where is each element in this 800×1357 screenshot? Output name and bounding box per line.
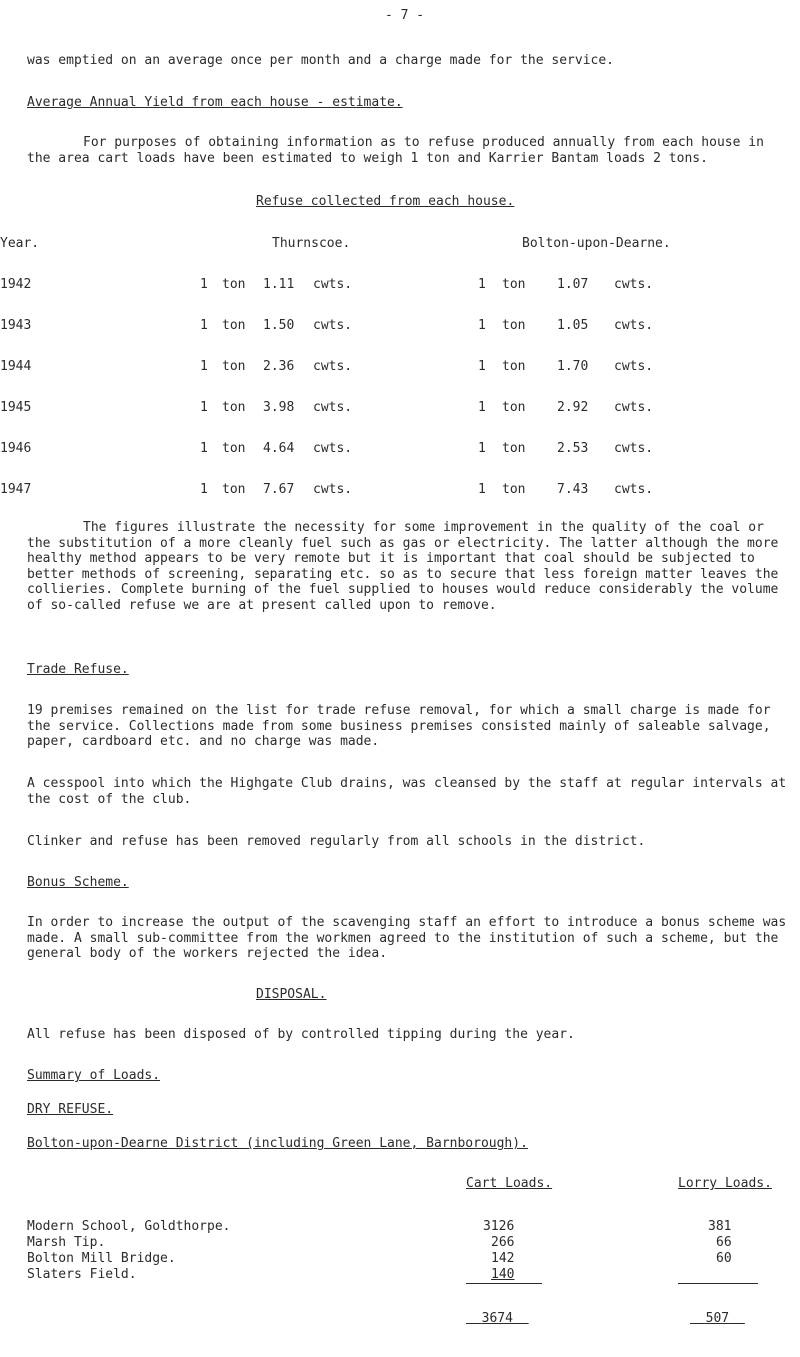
thurnscoe-cwt-cell: 7.67 bbox=[263, 482, 295, 497]
bonus-scheme-paragraph: In order to increase the output of the scavenging staff an effort to introduce a bonus scheme was made. A small sub-committee from the workmen agreed to the institution of such a scheme, but the general body of the workers rejected the idea. bbox=[27, 915, 787, 961]
table-row bbox=[0, 400, 800, 416]
cart-subtotal-rule bbox=[466, 1283, 542, 1284]
thurnscoe-ton-unit: ton bbox=[222, 277, 246, 292]
table-row bbox=[0, 359, 800, 375]
bolton-cwt-cell: 7.43 bbox=[557, 482, 589, 497]
col-header-bolton: Bolton-upon-Dearne. bbox=[522, 236, 671, 251]
avg-yield-heading: Average Annual Yield from each house - estimate. bbox=[27, 95, 403, 110]
district-heading: Bolton-upon-Dearne District (including Green Lane, Barnborough). bbox=[27, 1136, 528, 1151]
thurnscoe-cwt-cell: 1.50 bbox=[263, 318, 295, 333]
site-name: Bolton Mill Bridge. bbox=[27, 1251, 176, 1266]
lorry-loads-cell: 60 bbox=[716, 1251, 732, 1266]
bolton-ton-unit: ton bbox=[502, 318, 526, 333]
table-row bbox=[0, 318, 800, 334]
bolton-ton-cell: 1 bbox=[478, 482, 486, 497]
bolton-cwt-unit: cwts. bbox=[614, 400, 654, 415]
bolton-cwt-unit: cwts. bbox=[614, 441, 654, 456]
thurnscoe-cwt-unit: cwts. bbox=[313, 277, 353, 292]
figures-paragraph: The figures illustrate the necessity for some improvement in the quality of the coal or the substitution of a more cleanly fuel such as gas or electricity. The latter although the more healthy method appears to be very remote but it is important that coal should be subjected to better methods of screening, separating etc. so as to secure that less foreign matter leaves the collieries. Complete burning of the fuel supplied to houses would reduce considerably the volume of so-called refuse we are at present called upon to remove. bbox=[27, 520, 779, 613]
dry-refuse-heading: DRY REFUSE. bbox=[27, 1102, 114, 1117]
thurnscoe-ton-unit: ton bbox=[222, 482, 246, 497]
total-lorry-loads bbox=[690, 1311, 745, 1326]
col-header-year: Year. bbox=[0, 236, 40, 251]
thurnscoe-cwt-unit: cwts. bbox=[313, 318, 353, 333]
bolton-cwt-cell: 1.05 bbox=[557, 318, 589, 333]
lorry-loads-cell: 66 bbox=[716, 1235, 732, 1250]
site-name: Modern School, Goldthorpe. bbox=[27, 1219, 231, 1234]
total-cart-value: 3674 bbox=[481, 1311, 513, 1326]
col-header-lorry-loads: Lorry Loads. bbox=[678, 1176, 772, 1191]
thurnscoe-ton-cell: 1 bbox=[200, 482, 208, 497]
bolton-cwt-cell: 1.70 bbox=[557, 359, 589, 374]
bonus-scheme-heading: Bonus Scheme. bbox=[27, 875, 129, 890]
thurnscoe-cwt-unit: cwts. bbox=[313, 359, 353, 374]
clinker-paragraph: Clinker and refuse has been removed regularly from all schools in the district. bbox=[27, 834, 646, 849]
col-header-thurnscoe: Thurnscoe. bbox=[272, 236, 351, 251]
thurnscoe-cwt-cell: 2.36 bbox=[263, 359, 295, 374]
lorry-subtotal-rule bbox=[678, 1283, 758, 1284]
thurnscoe-ton-cell: 1 bbox=[200, 318, 208, 333]
disposal-paragraph: All refuse has been disposed of by controlled tipping during the year. bbox=[27, 1027, 575, 1042]
lorry-loads-cell: 381 bbox=[708, 1219, 732, 1234]
bolton-ton-unit: ton bbox=[502, 277, 526, 292]
year-cell: 1946 bbox=[0, 441, 32, 456]
trade-refuse-heading: Trade Refuse. bbox=[27, 662, 129, 677]
total-lorry-value: 507 bbox=[705, 1311, 730, 1326]
bolton-ton-cell: 1 bbox=[478, 441, 486, 456]
bolton-cwt-cell: 1.07 bbox=[557, 277, 589, 292]
thurnscoe-ton-cell: 1 bbox=[200, 359, 208, 374]
table-row bbox=[0, 277, 800, 293]
thurnscoe-ton-unit: ton bbox=[222, 318, 246, 333]
bolton-ton-unit: ton bbox=[502, 359, 526, 374]
year-cell: 1943 bbox=[0, 318, 32, 333]
year-cell: 1947 bbox=[0, 482, 32, 497]
site-name: Marsh Tip. bbox=[27, 1235, 106, 1250]
bolton-ton-unit: ton bbox=[502, 400, 526, 415]
cart-loads-cell: 142 bbox=[491, 1251, 515, 1266]
avg-yield-paragraph: For purposes of obtaining information as to refuse produced annually from each house in the area cart loads have been estimated to weigh 1 ton and Karrier Bantam loads 2 tons. bbox=[27, 135, 764, 166]
cart-loads-cell: 3126 bbox=[483, 1219, 515, 1234]
summary-heading: Summary of Loads. bbox=[27, 1068, 161, 1083]
bolton-cwt-unit: cwts. bbox=[614, 318, 654, 333]
year-cell: 1942 bbox=[0, 277, 32, 292]
bolton-ton-cell: 1 bbox=[478, 277, 486, 292]
bolton-cwt-cell: 2.92 bbox=[557, 400, 589, 415]
bolton-cwt-unit: cwts. bbox=[614, 482, 654, 497]
refuse-collected-heading: Refuse collected from each house. bbox=[256, 194, 515, 209]
thurnscoe-ton-unit: ton bbox=[222, 400, 246, 415]
thurnscoe-cwt-cell: 1.11 bbox=[263, 277, 295, 292]
page-number: - 7 - bbox=[385, 8, 425, 23]
bolton-ton-cell: 1 bbox=[478, 359, 486, 374]
thurnscoe-cwt-cell: 3.98 bbox=[263, 400, 295, 415]
total-cart-loads bbox=[466, 1311, 529, 1326]
thurnscoe-cwt-unit: cwts. bbox=[313, 441, 353, 456]
bolton-cwt-unit: cwts. bbox=[614, 277, 654, 292]
year-cell: 1945 bbox=[0, 400, 32, 415]
cesspool-paragraph: A cesspool into which the Highgate Club drains, was cleansed by the staff at regular intervals at the cost of the club. bbox=[27, 776, 787, 807]
thurnscoe-cwt-unit: cwts. bbox=[313, 482, 353, 497]
thurnscoe-cwt-unit: cwts. bbox=[313, 400, 353, 415]
thurnscoe-ton-unit: ton bbox=[222, 441, 246, 456]
cart-loads-cell: 140 bbox=[491, 1267, 515, 1282]
trade-refuse-paragraph: 19 premises remained on the list for trade refuse removal, for which a small charge is made for the service. Collections made from some business premises consisted mainly of saleable salvage, paper, cardboard etc. and no charge was made. bbox=[27, 703, 771, 749]
bolton-cwt-unit: cwts. bbox=[614, 359, 654, 374]
intro-line: was emptied on an average once per month and a charge made for the service. bbox=[27, 53, 614, 68]
year-cell: 1944 bbox=[0, 359, 32, 374]
bolton-cwt-cell: 2.53 bbox=[557, 441, 589, 456]
cart-loads-cell: 266 bbox=[491, 1235, 515, 1250]
bolton-ton-cell: 1 bbox=[478, 400, 486, 415]
thurnscoe-ton-cell: 1 bbox=[200, 400, 208, 415]
bolton-ton-unit: ton bbox=[502, 482, 526, 497]
bolton-ton-unit: ton bbox=[502, 441, 526, 456]
bolton-ton-cell: 1 bbox=[478, 318, 486, 333]
thurnscoe-ton-cell: 1 bbox=[200, 277, 208, 292]
col-header-cart-loads: Cart Loads. bbox=[466, 1176, 553, 1191]
disposal-heading: DISPOSAL. bbox=[256, 987, 327, 1002]
site-name: Slaters Field. bbox=[27, 1267, 137, 1282]
thurnscoe-ton-unit: ton bbox=[222, 359, 246, 374]
thurnscoe-cwt-cell: 4.64 bbox=[263, 441, 295, 456]
table-row bbox=[0, 482, 800, 498]
thurnscoe-ton-cell: 1 bbox=[200, 441, 208, 456]
table-row bbox=[0, 441, 800, 457]
